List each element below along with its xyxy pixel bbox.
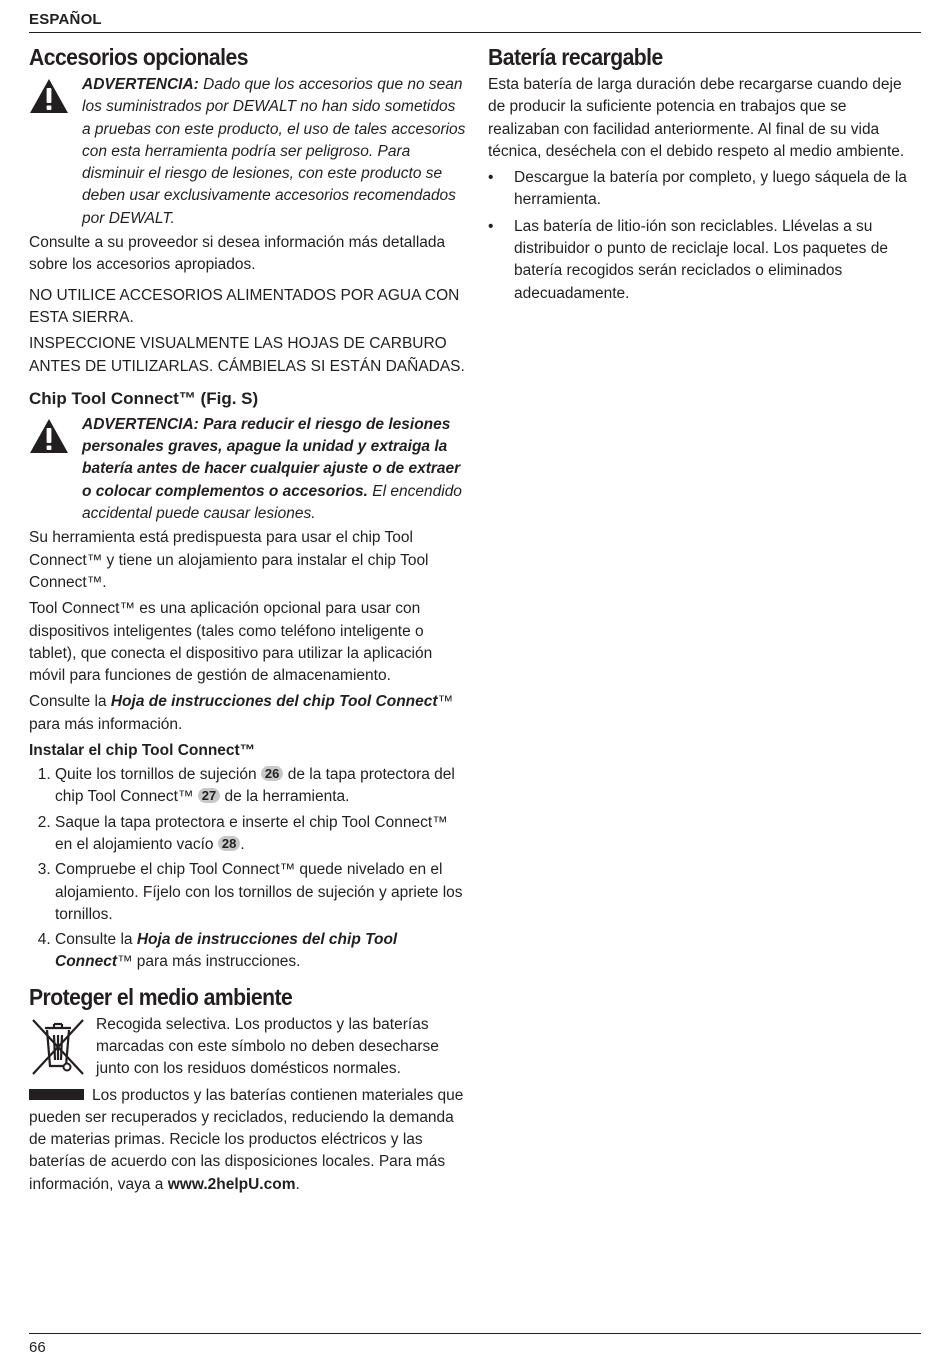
list-item <box>55 764 467 809</box>
list-item <box>55 812 467 857</box>
accessories-paragraph-2: NO UTILICE ACCESORIOS ALIMENTADOS POR AGUA CON ESTA SIERRA. <box>29 286 460 326</box>
chip-paragraph-1: Su herramienta está predispuesta para usar el chip Tool Connect™ y tiene un alojamiento para instalar el chip Tool Connect™. <box>29 529 429 591</box>
text: Saque la tapa protectora e inserte el chip Tool Connect™ en el alojamiento vacío <box>55 813 448 853</box>
callout-number: 26 <box>261 766 283 781</box>
text: . <box>240 835 245 853</box>
install-steps-list <box>29 764 467 974</box>
section-title-battery: Batería recargable <box>488 44 663 70</box>
chip-warning-text <box>82 414 467 525</box>
accessories-warning <box>29 74 467 230</box>
list-item: 3. Compruebe el chip Tool Connect™ quede nivelado en el alojamiento. Fíjelo con los tornillos de sujeción y apriete los tornillos. <box>55 859 467 926</box>
list-item: • Las batería de litio-ión son reciclables. Llévelas a su distribuidor o punto de reciclaje local. Los paquetes de batería recogidos serán reciclados o eliminados adecuadamente. <box>514 216 922 305</box>
instruction-sheet-reference: Hoja de instrucciones del chip Tool Connect <box>110 693 438 711</box>
text: Quite los tornillos de sujeción <box>55 766 261 784</box>
chip-paragraph-3 <box>29 691 467 736</box>
accessories-warning-text <box>82 74 467 230</box>
recycling-notice <box>29 1014 467 1081</box>
text: de la herramienta. <box>220 788 350 806</box>
text: ™ para más instrucciones. <box>117 953 301 971</box>
text: de la tapa protectora del chip Tool Connect™ <box>55 766 455 806</box>
battery-bullets <box>488 167 922 305</box>
left-column <box>29 42 467 1200</box>
warning-triangle-icon <box>29 78 69 114</box>
text: Los productos y las baterías contienen materiales que pueden ser recuperados y reciclados, reduciendo la demanda de materias primas. Recicle los productos eléctricos y las baterías de acuerdo con las disposiciones locales. Para más información, vaya a <box>29 1086 464 1193</box>
section-title-environment: Proteger el medio ambiente <box>29 983 293 1010</box>
warning-body: Dado que los accesorios que no sean los suministrados por DEWALT no han sido sometidos a pruebas con este producto, el uso de tales accesorios con esta herramienta podría ser peligroso. Para disminuir el riesgo de lesiones, con este producto se deben usar exclusivamente accesorios recomendados por DEWALT. <box>82 76 466 227</box>
chip-warning <box>29 414 467 525</box>
text: Consulte la <box>29 693 111 711</box>
chip-paragraph-2: Tool Connect™ es una aplicación opcional para usar con dispositivos inteligentes (tales como teléfono inteligente o tablet), que conecta el dispositivo para utilizar la aplicación móvil para funciones de gestión de almacenamiento. <box>29 600 433 685</box>
section-title-accessories: Accesorios opcionales <box>29 44 248 70</box>
black-bar-icon <box>29 1089 84 1100</box>
callout-number: 28 <box>218 836 240 851</box>
environment-paragraph-2 <box>29 1085 467 1196</box>
website-link[interactable]: www.2helpU.com <box>167 1175 296 1193</box>
warning-triangle-icon <box>29 418 69 454</box>
crossed-out-bin-icon <box>29 1016 87 1076</box>
subsection-title-chip: Chip Tool Connect™ (Fig. S) <box>29 388 259 408</box>
page-header-language: ESPAÑOL <box>29 11 102 28</box>
list-item: • Descargue la batería por completo, y luego sáquela de la herramienta. <box>514 167 922 212</box>
instruction-sheet-reference: Hoja de instrucciones del chip Tool Connect <box>55 931 398 971</box>
right-column <box>488 42 922 309</box>
text: ™ para más información. <box>29 693 454 733</box>
battery-paragraph-1: Esta batería de larga duración debe recargarse cuando deje de producir la suficiente potencia en trabajos que se realizaban con facilidad anteriormente. Al final de su vida técnica, deséchela con el debido respeto al medio ambiente. <box>488 76 905 160</box>
text: Consulte la <box>55 931 137 949</box>
warning-tail: El encendido accidental puede causar lesiones. <box>82 482 462 523</box>
warning-lead: ADVERTENCIA: <box>82 76 199 93</box>
warning-lead: ADVERTENCIA: Para reducir el riesgo de lesiones personales graves, apague la unidad y extraiga la batería antes de hacer cualquier ajuste o de extraer o colocar complementos o accesorios. <box>82 415 461 500</box>
accessories-paragraph-3: INSPECCIONE VISUALMENTE LAS HOJAS DE CARBURO ANTES DE UTILIZARLAS. CÁMBIELAS SI ESTÁN DAÑADAS. <box>29 335 465 375</box>
accessories-paragraph-1: Consulte a su proveedor si desea información más detallada sobre los accesorios apropiados. <box>29 234 446 274</box>
page-number: 66 <box>29 1339 46 1356</box>
footer-rule <box>29 1333 921 1334</box>
install-chip-title: Instalar el chip Tool Connect™ <box>29 742 256 760</box>
environment-paragraph-1: Recogida selectiva. Los productos y las baterías marcadas con este símbolo no deben desecharse junto con los residuos domésticos normales. <box>96 1015 439 1078</box>
list-item <box>55 929 467 974</box>
text: . <box>295 1175 300 1193</box>
header-rule <box>29 32 921 33</box>
callout-number: 27 <box>198 788 220 803</box>
